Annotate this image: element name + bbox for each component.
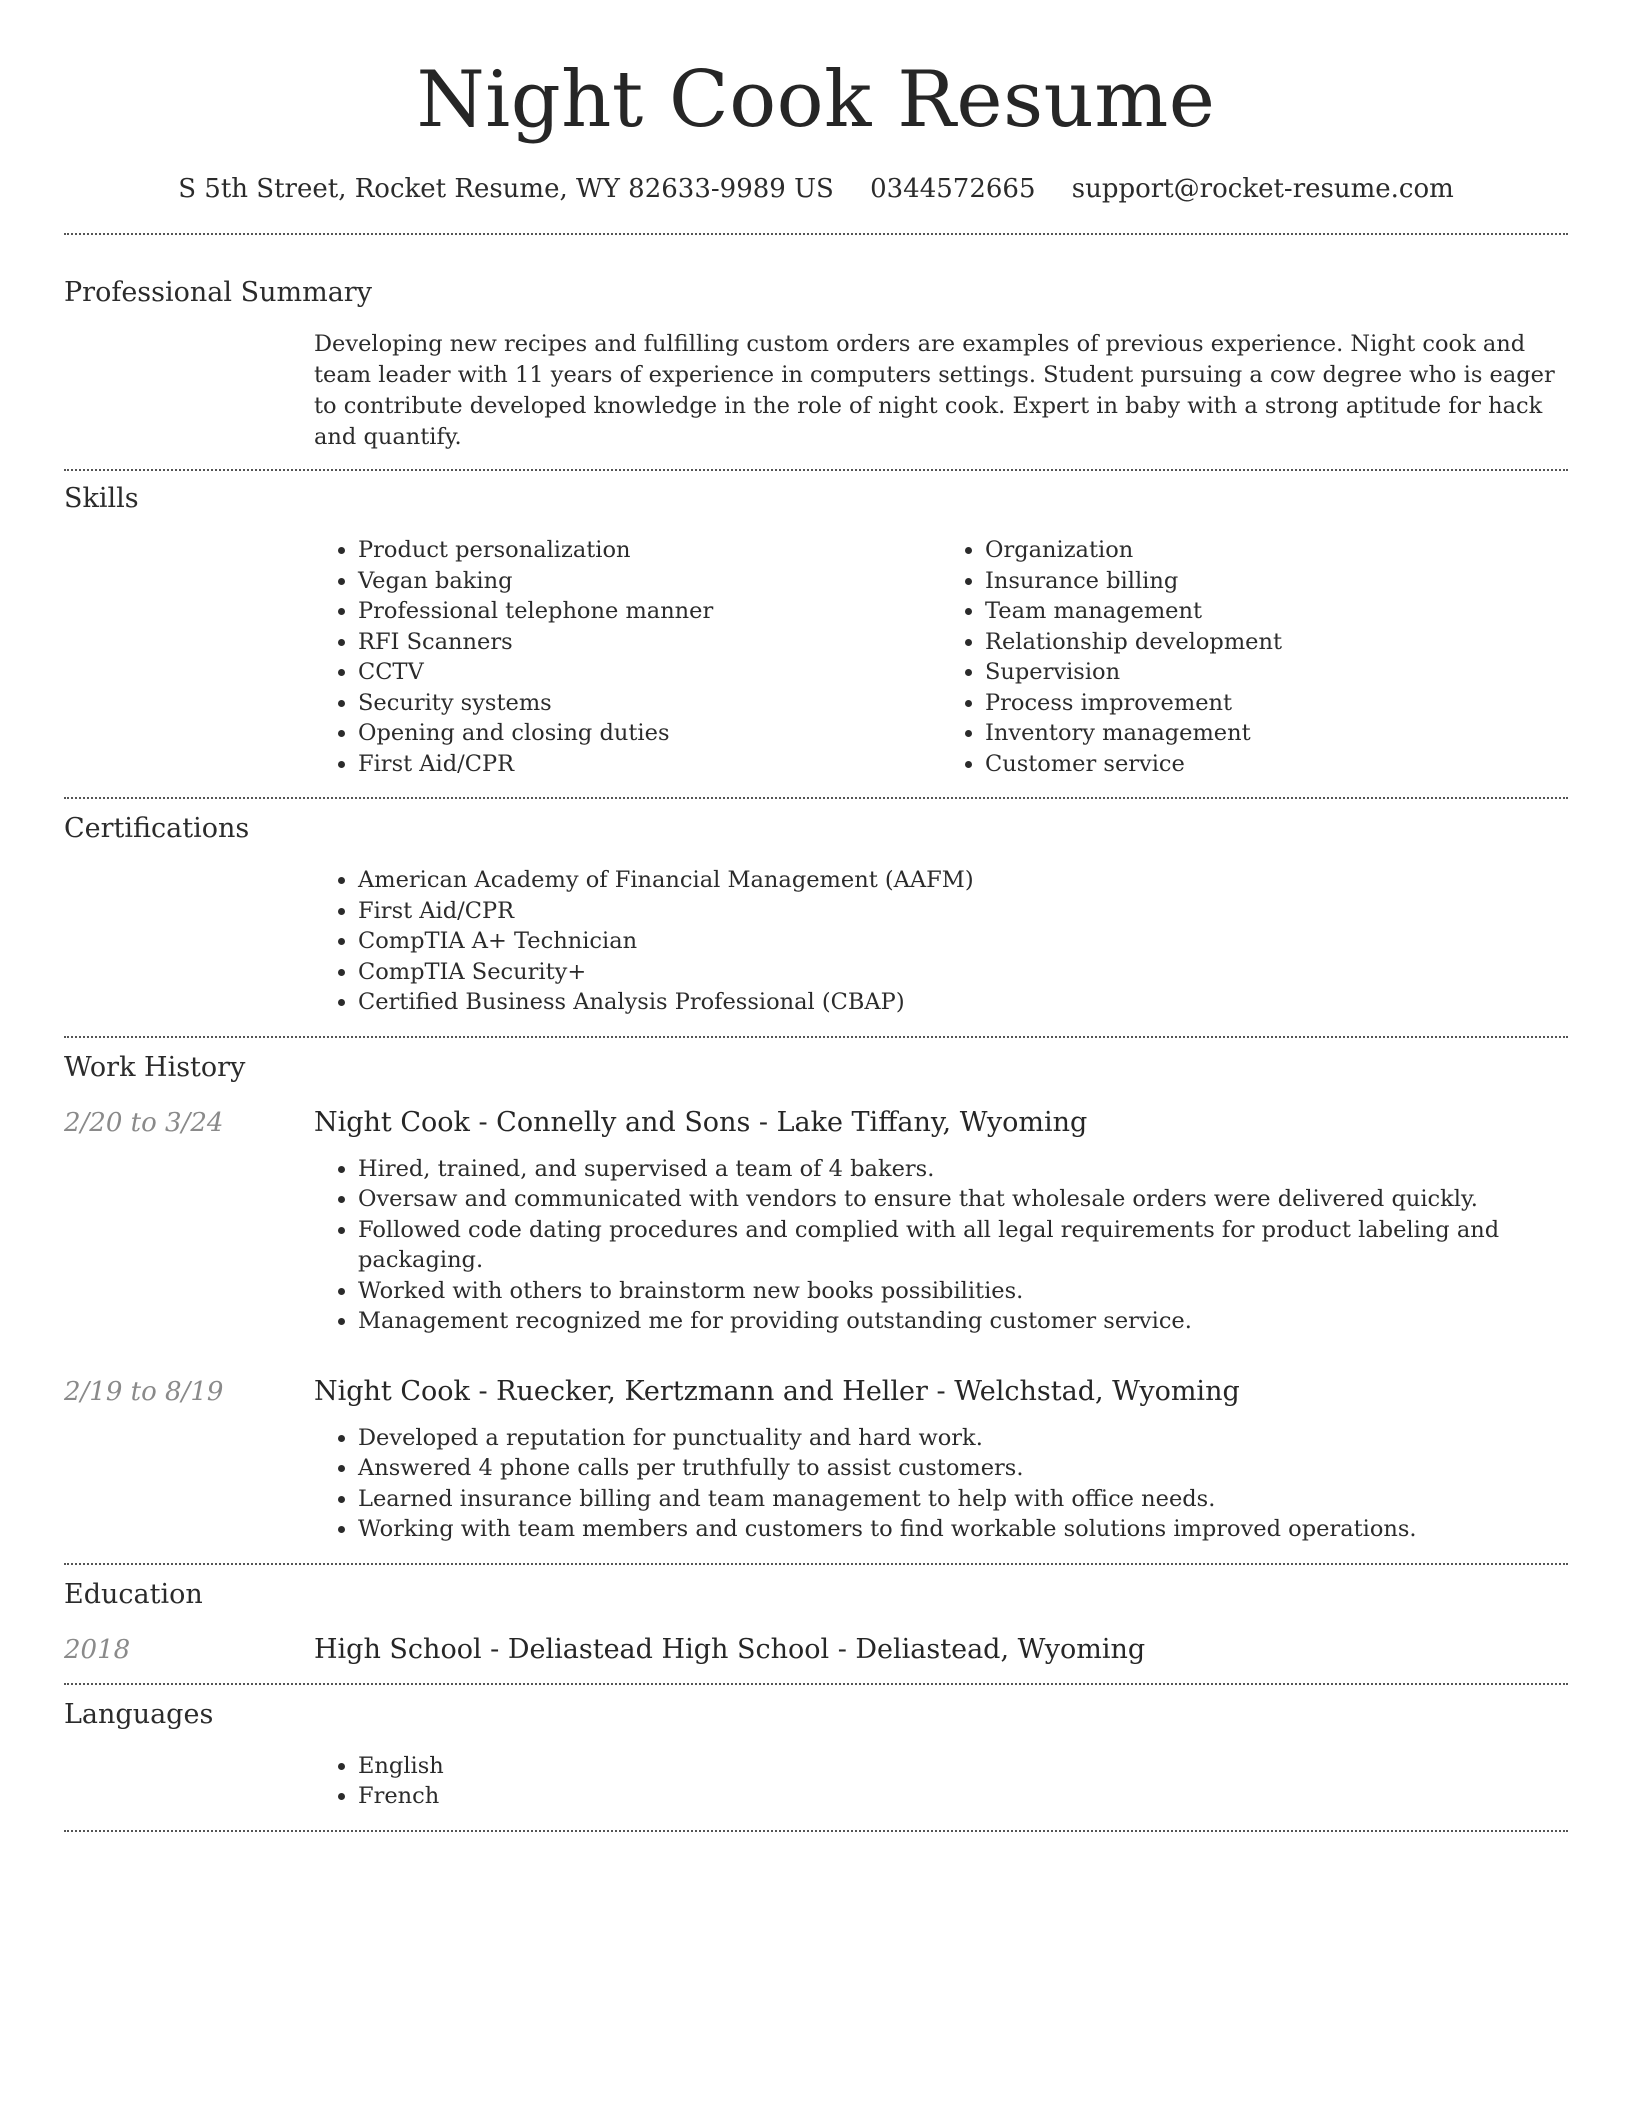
job-bullet: • Answered 4 phone calls per truthfully to assist customers.: [358, 1453, 1568, 1484]
job-bullet: • Management recognized me for providing outstanding customer service.: [358, 1306, 1568, 1337]
job-bullet: • Oversaw and communicated with vendors to ensure that wholesale orders were delivered quickly.: [358, 1184, 1568, 1215]
skill-item: • Security systems: [358, 688, 941, 719]
phone-text: 0344572665: [870, 174, 1036, 204]
job-title: Night Cook - Connelly and Sons - Lake Tiffany, Wyoming: [314, 1106, 1088, 1138]
languages-list: [314, 1751, 1568, 1812]
section-title-education: Education: [64, 1578, 203, 1610]
language-item: • French: [358, 1781, 1568, 1812]
job-bullet: • Learned insurance billing and team management to help with office needs.: [358, 1484, 1568, 1515]
skill-item: • Process improvement: [985, 688, 1568, 719]
job-bullets: [314, 1423, 1568, 1545]
resume-header: [0, 0, 1632, 206]
certification-item: • CompTIA Security+: [358, 957, 1568, 988]
certifications-list: [314, 865, 1568, 1018]
divider: [64, 1830, 1568, 1832]
job-dates: 2/19 to 8/19: [64, 1376, 224, 1407]
section-title-certifications: Certifications: [64, 813, 250, 844]
job-dates: 2/20 to 3/24: [64, 1107, 224, 1138]
job-bullet: • Hired, trained, and supervised a team of 4 bakers.: [358, 1154, 1568, 1185]
skill-item: • Opening and closing duties: [358, 718, 941, 749]
certification-item: • CompTIA A+ Technician: [358, 926, 1568, 957]
skill-item: • First Aid/CPR: [358, 749, 941, 780]
job-title: Night Cook - Ruecker, Kertzmann and Heller - Welchstad, Wyoming: [314, 1375, 1240, 1407]
page-title: Night Cook Resume: [416, 55, 1216, 145]
skill-item: • Product personalization: [358, 535, 941, 566]
section-education: [64, 1565, 1568, 1667]
skill-item: • RFI Scanners: [358, 627, 941, 658]
language-item: • English: [358, 1751, 1568, 1782]
section-title-work: Work History: [64, 1051, 246, 1083]
job-bullet: • Followed code dating procedures and complied with all legal requirements for product labeling and packaging.: [358, 1215, 1568, 1276]
skills-list-right: [941, 535, 1568, 779]
skill-item: • Inventory management: [985, 718, 1568, 749]
education-entry: [64, 1633, 1568, 1667]
education-date: 2018: [64, 1634, 131, 1665]
skills-list-left: [314, 535, 941, 779]
certification-item: • Certified Business Analysis Professional (CBAP): [358, 987, 1568, 1018]
section-work-history: [64, 1038, 1568, 1545]
certification-item: • First Aid/CPR: [358, 896, 1568, 927]
section-skills: [64, 471, 1568, 779]
skill-item: • CCTV: [358, 657, 941, 688]
address-text: S 5th Street, Rocket Resume, WY 82633-9989 US: [178, 174, 834, 204]
contact-line: [0, 172, 1632, 206]
skill-item: • Customer service: [985, 749, 1568, 780]
email-text: support@rocket-resume.com: [1071, 174, 1454, 204]
job-bullets: [314, 1154, 1568, 1337]
certification-item: • American Academy of Financial Management (AAFM): [358, 865, 1568, 896]
skill-item: • Vegan baking: [358, 566, 941, 597]
section-title-skills: Skills: [64, 483, 139, 514]
job-entry: [64, 1106, 1568, 1140]
skill-item: • Insurance billing: [985, 566, 1568, 597]
skill-item: • Organization: [985, 535, 1568, 566]
section-languages: [64, 1685, 1568, 1812]
skill-item: • Team management: [985, 596, 1568, 627]
section-certifications: [64, 799, 1568, 1018]
skill-item: • Supervision: [985, 657, 1568, 688]
summary-text: Developing new recipes and fulfilling custom orders are examples of previous experience. Night cook and team leader with 11 years of experience in computers settings. Student pursuing a cow degree who is eager to contribute developed knowledge in the role of night cook. Expert in baby with a strong aptitude for hack and quantify.: [314, 331, 1555, 450]
job-bullet: • Developed a reputation for punctuality and hard work.: [358, 1423, 1568, 1454]
skill-item: • Relationship development: [985, 627, 1568, 658]
job-bullet: • Working with team members and customers to find workable solutions improved operations.: [358, 1514, 1568, 1545]
section-title-summary: Professional Summary: [64, 277, 372, 308]
education-title: High School - Deliastead High School - Deliastead, Wyoming: [314, 1633, 1146, 1665]
skill-item: • Professional telephone manner: [358, 596, 941, 627]
job-entry: [64, 1375, 1568, 1409]
section-summary: [64, 235, 1568, 453]
job-bullet: • Worked with others to brainstorm new books possibilities.: [358, 1276, 1568, 1307]
section-title-languages: Languages: [64, 1698, 214, 1730]
